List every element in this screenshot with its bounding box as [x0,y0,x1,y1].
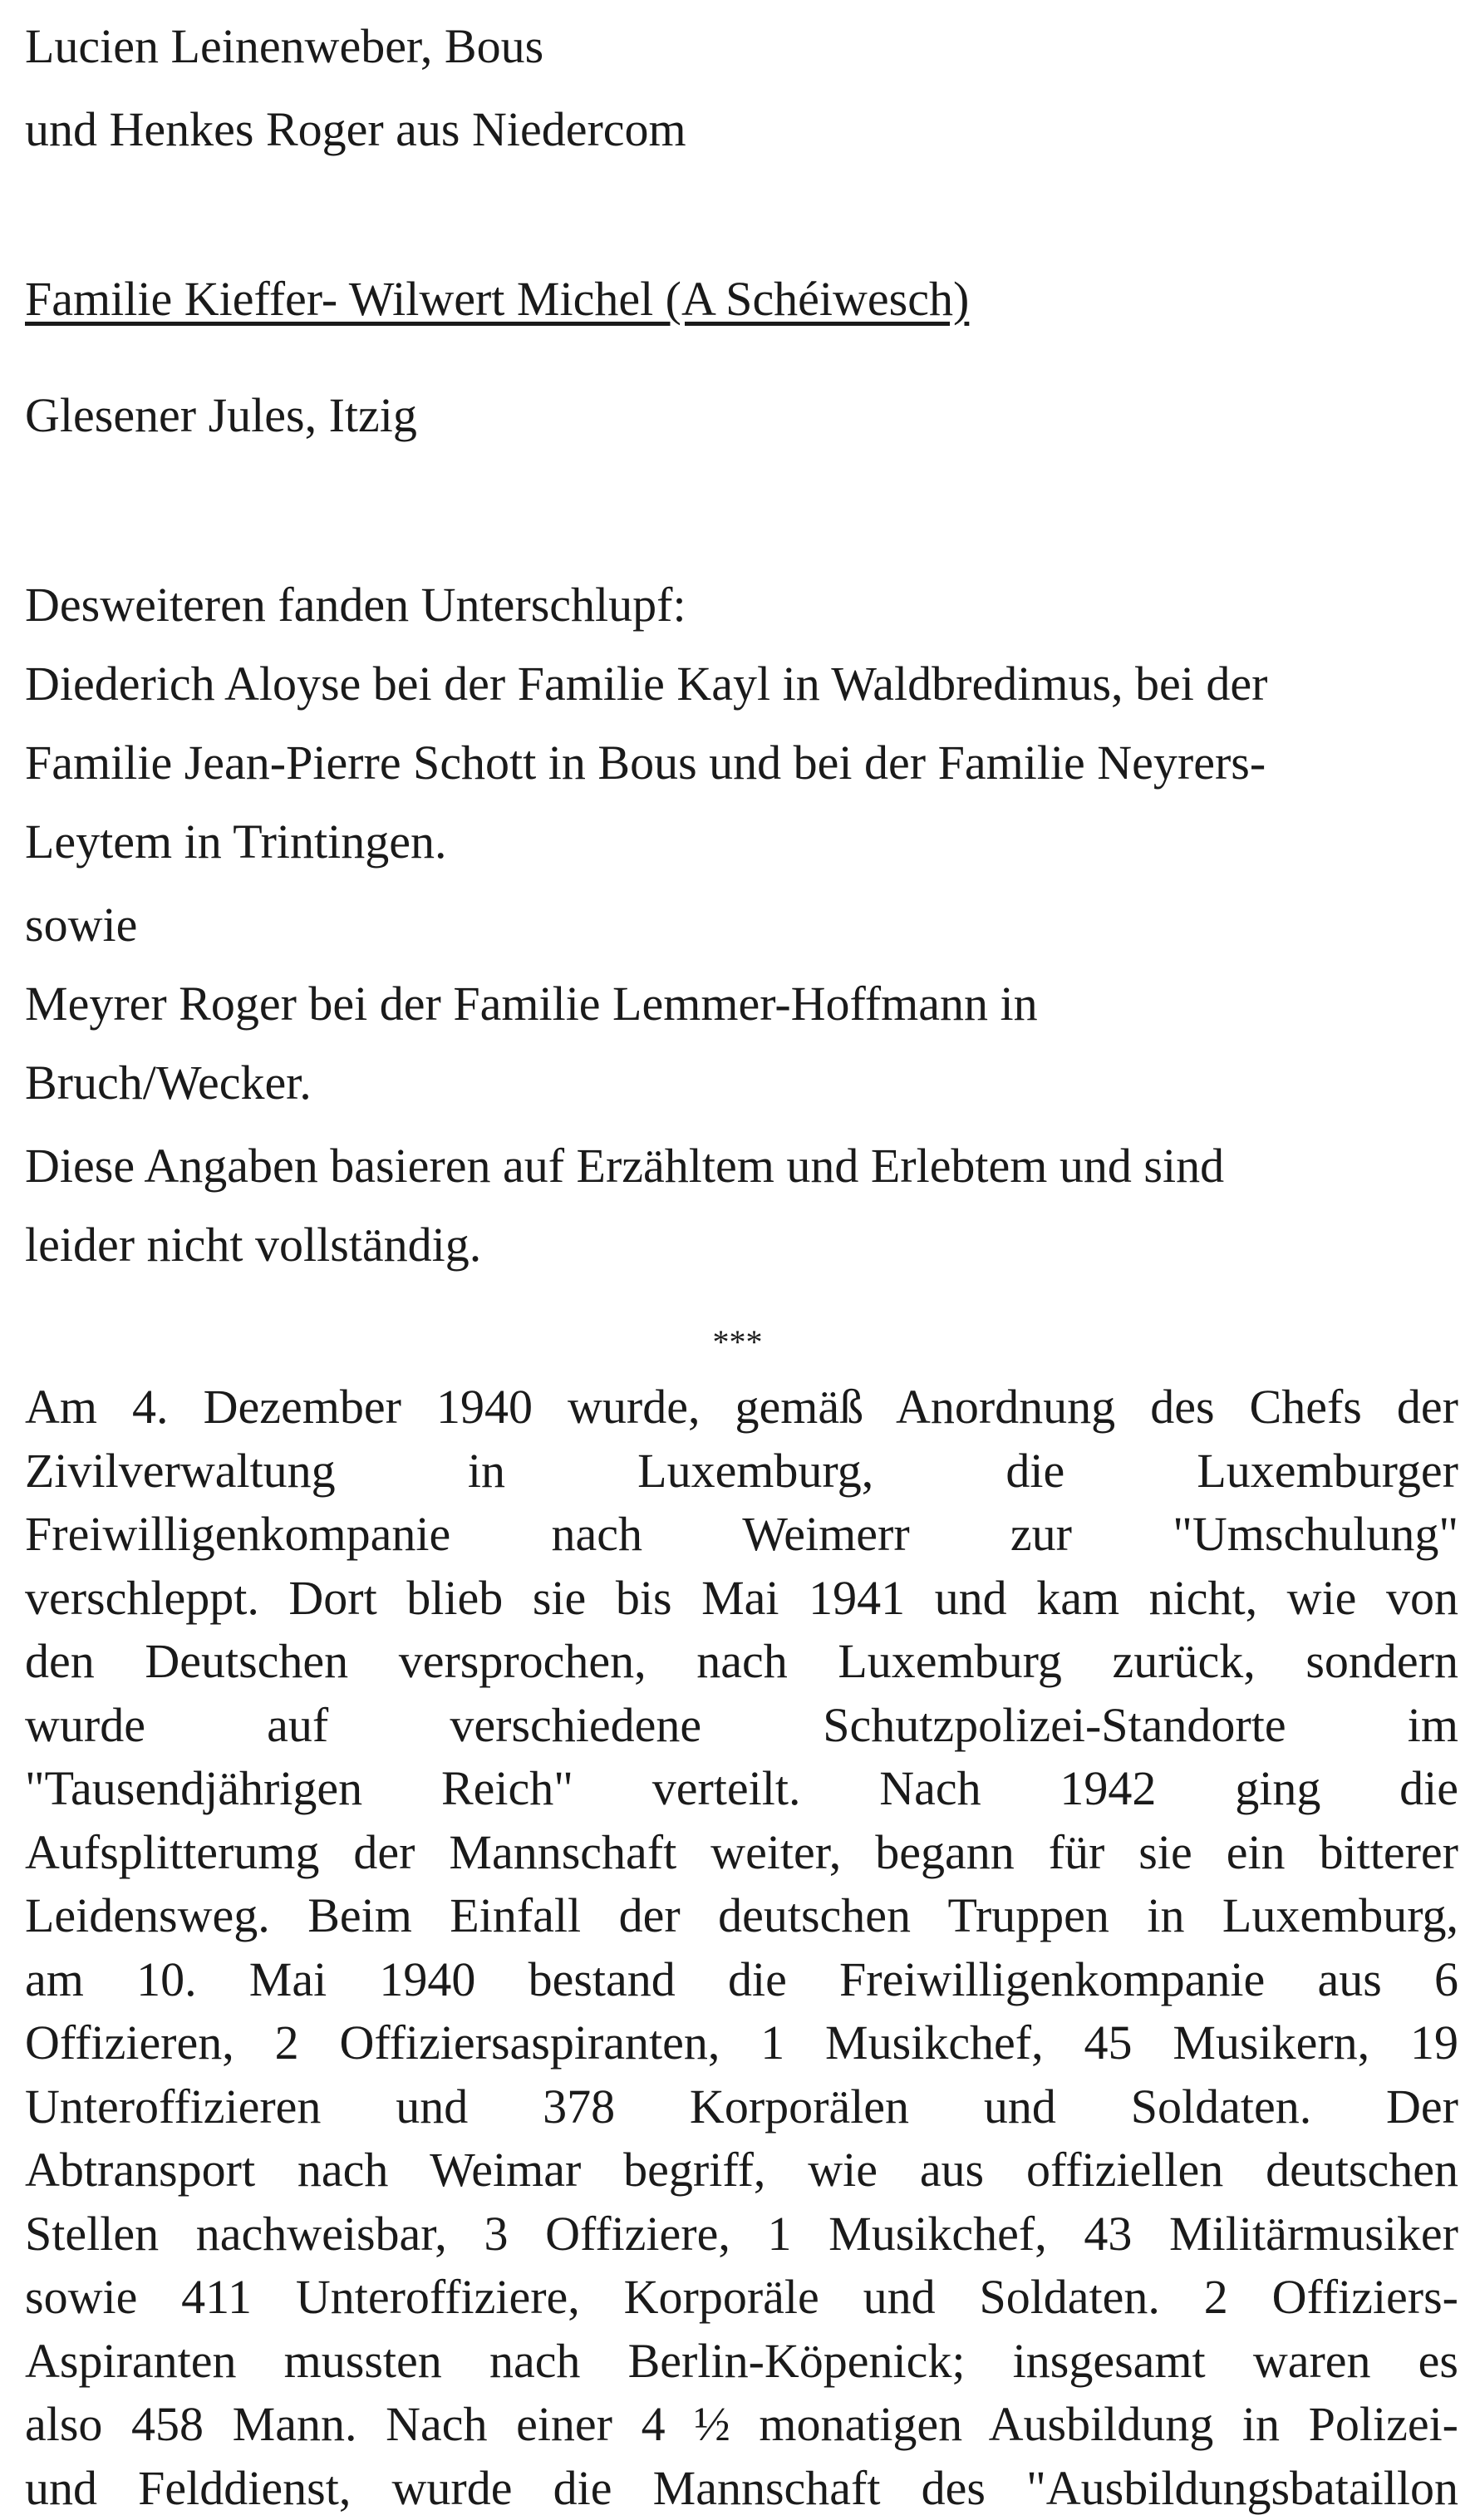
family-heading-block [25,258,969,341]
intro-block [25,5,686,171]
main-line-1: Am 4. Dezember 1940 wurde, gemäß Anordnung des Chefs der [25,1376,1458,1440]
main-line-15: sowie 411 Unteroffiziere, Korporäle und Soldaten. 2 Offiziers- [25,2266,1458,2330]
shelter-block [25,565,1267,881]
main-paragraph [25,1376,1458,2520]
main-line-10: am 10. Mai 1940 bestand die Freiwilligenkompanie aus 6 [25,1948,1458,2012]
note-block [25,1126,1224,1284]
shelter-line-3: Familie Jean-Pierre Schott in Bous und bei der Familie Neyrers- [25,723,1267,802]
glesener-line: Glesener Jules, Itzig [25,374,417,457]
sowie-line-2: Meyrer Roger bei der Familie Lemmer-Hoffmann in [25,964,1038,1043]
main-line-16: Aspiranten mussten nach Berlin-Köpenick; insgesamt waren es [25,2330,1458,2394]
intro-line-2: und Henkes Roger aus Niedercom [25,88,686,171]
main-line-18: und Felddienst, wurde die Mannschaft des "Ausbildungsbataillon [25,2457,1458,2520]
main-line-2: Zivilverwaltung in Luxemburg, die Luxemburger [25,1440,1458,1504]
sowie-block [25,885,1038,1122]
family-heading: Familie Kieffer- Wilwert Michel (A Schéiwesch) [25,258,969,341]
main-line-4: verschleppt. Dort blieb sie bis Mai 1941 und kam nicht, wie von [25,1567,1458,1631]
sowie-line-3: Bruch/Wecker. [25,1043,1038,1122]
main-line-14: Stellen nachweisbar, 3 Offiziere, 1 Musikchef, 43 Militärmusiker [25,2203,1458,2267]
sowie-line-1: sowie [25,885,1038,964]
main-line-8: Aufsplitterumg der Mannschaft weiter, begann für sie ein bitterer [25,1821,1458,1885]
shelter-line-4: Leytem in Trintingen. [25,802,1267,881]
main-line-5: den Deutschen versprochen, nach Luxemburg zurück, sondern [25,1630,1458,1694]
main-line-7: "Tausendjährigen Reich" verteilt. Nach 1942 ging die [25,1757,1458,1821]
main-line-3: Freiwilligenkompanie nach Weimerr zur "Umschulung" [25,1503,1458,1567]
note-line-1: Diese Angaben basieren auf Erzähltem und Erlebtem und sind [25,1126,1224,1205]
main-line-6: wurde auf verschiedene Schutzpolizei-Standorte im [25,1694,1458,1758]
section-separator: *** [0,1317,1475,1367]
intro-line-1: Lucien Leinenweber, Bous [25,5,686,88]
main-line-9: Leidensweg. Beim Einfall der deutschen Truppen in Luxemburg, [25,1884,1458,1948]
note-line-2: leider nicht vollständig. [25,1205,1224,1284]
glesener-block [25,374,417,457]
shelter-line-1: Desweiteren fanden Unterschlupf: [25,565,1267,644]
main-line-12: Unteroffizieren und 378 Korporälen und Soldaten. Der [25,2075,1458,2139]
main-line-11: Offizieren, 2 Offiziersaspiranten, 1 Musikchef, 45 Musikern, 19 [25,2011,1458,2075]
shelter-line-2: Diederich Aloyse bei der Familie Kayl in Waldbredimus, bei der [25,644,1267,723]
main-line-13: Abtransport nach Weimar begriff, wie aus offiziellen deutschen [25,2139,1458,2203]
main-line-17: also 458 Mann. Nach einer 4 ½ monatigen Ausbildung in Polizei- [25,2393,1458,2457]
